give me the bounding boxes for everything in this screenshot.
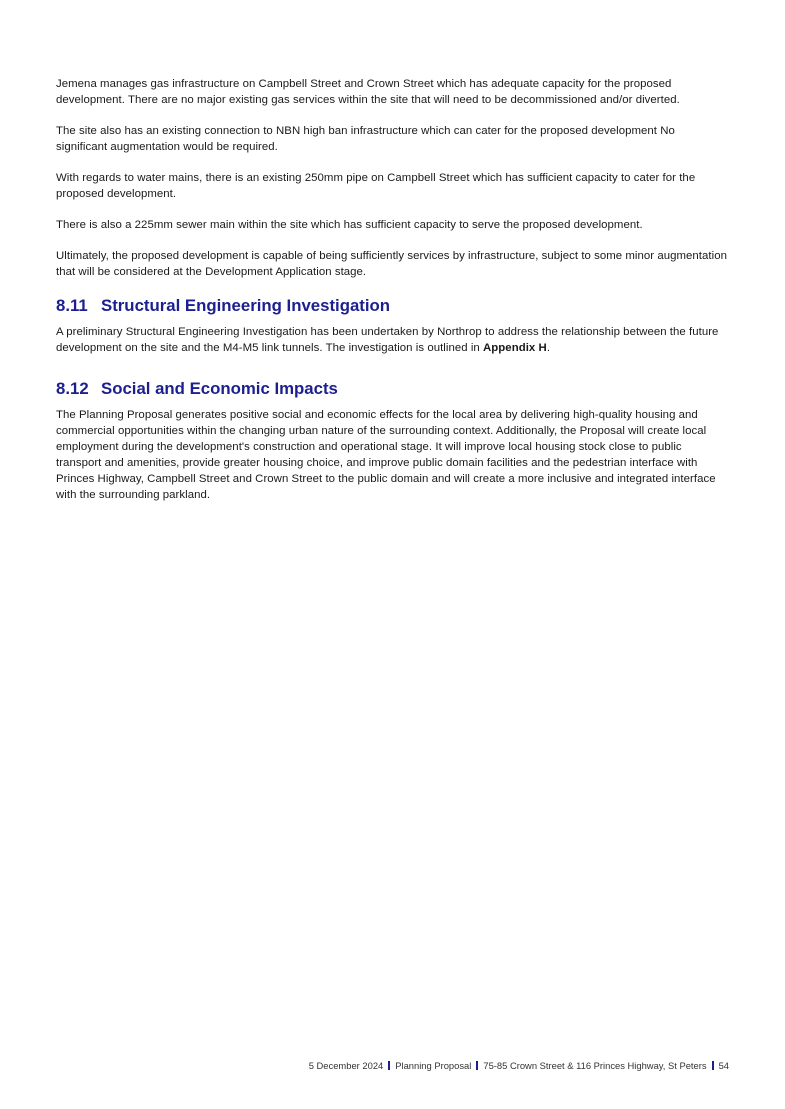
section-number: 8.12 (56, 379, 89, 398)
section-heading-8-12 (56, 378, 728, 400)
page-number: 54 (718, 1060, 729, 1071)
section-title: Structural Engineering Investigation (101, 296, 391, 315)
footer-separator (476, 1061, 478, 1070)
footer-separator (712, 1061, 714, 1070)
document-page (56, 76, 728, 518)
footer-separator (388, 1061, 390, 1070)
paragraph-nbn: The site also has an existing connection to NBN high ban infrastructure which can cater for the proposed development No significant augmentation would be required. (56, 125, 675, 153)
section-number: 8.11 (56, 296, 88, 315)
paragraph-structural (56, 324, 728, 356)
paragraph-summary: Ultimately, the proposed development is capable of being sufficiently services by infrastructure, subject to some minor augmentation that will be considered at the Development Application stage. (56, 250, 727, 278)
section-title: Social and Economic Impacts (101, 379, 338, 398)
paragraph-water: With regards to water mains, there is an existing 250mm pipe on Campbell Street which has sufficient capacity to cater for the proposed development. (56, 172, 696, 200)
paragraph-sewer: There is also a 225mm sewer main within the site which has sufficient capacity to serve the proposed development. (56, 219, 643, 231)
footer-address: 75-85 Crown Street & 116 Princes Highway, St Peters (483, 1060, 707, 1071)
footer-doc-title: Planning Proposal (395, 1060, 472, 1071)
paragraph-social-economic: The Planning Proposal generates positive social and economic effects for the local area by delivering high-quality housing and commercial opportunities within the changing urban nature of the surrounding context. Additionally, the Proposal will create local employment during the development's construction and operational stage. It will improve local housing stock close to public transport and amenities, provide greater housing choice, and improve public domain facilities and the pedestrian interface with Princes Highway, Campbell Street and Crown Street to the public domain and will create a more inclusive and integrated interface with the surrounding parkland. (56, 409, 716, 501)
footer-date: 5 December 2024 (308, 1060, 384, 1071)
structural-text: A preliminary Structural Engineering Investigation has been undertaken by Northrop to address the relationship between the future development on the site and the M4-M5 link tunnels. The investigation is outlined in (56, 326, 719, 354)
section-heading-8-11 (56, 295, 728, 317)
structural-text-end: . (546, 342, 551, 354)
page-footer (309, 1060, 729, 1071)
paragraph-gas: Jemena manages gas infrastructure on Campbell Street and Crown Street which has adequate capacity for the proposed development. There are no major existing gas services within the site that will need to be decommissioned and/or diverted. (56, 78, 680, 106)
appendix-reference: Appendix H (483, 342, 547, 354)
